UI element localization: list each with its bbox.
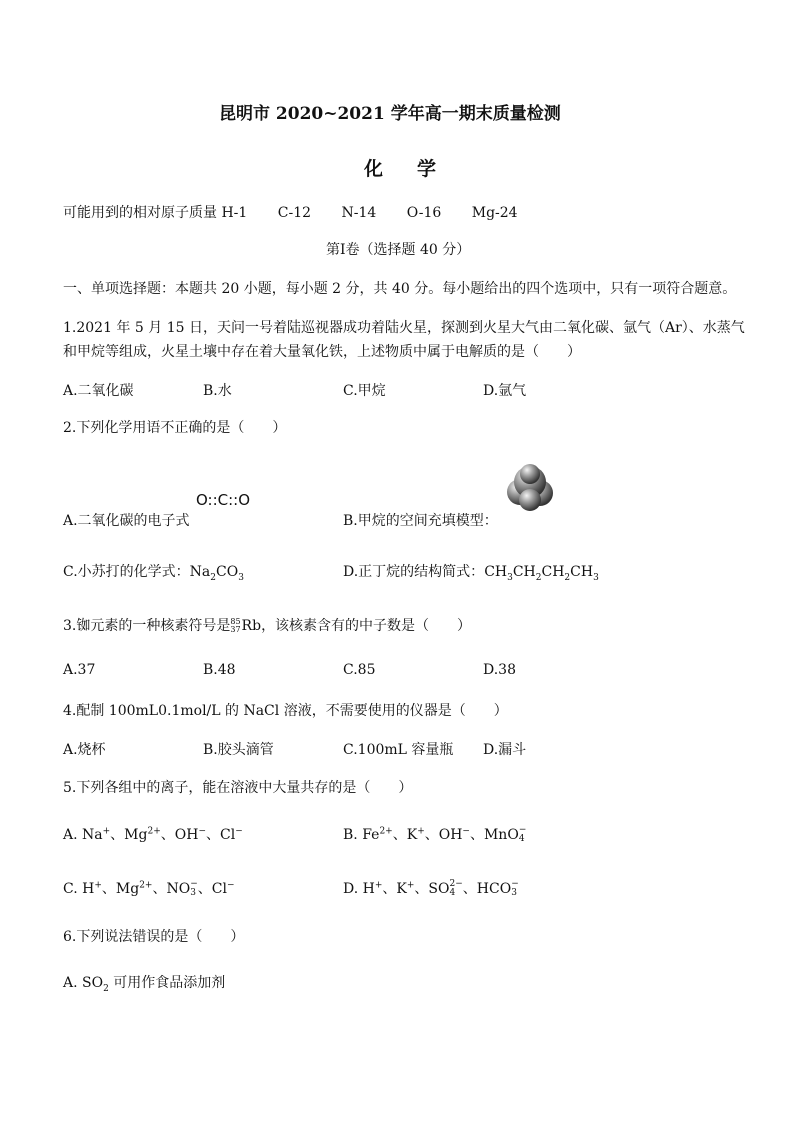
- co2-electron-formula-text: O::C::O: [196, 491, 251, 509]
- subject-title: [364, 154, 438, 181]
- methane-space-filling-model: [500, 462, 560, 516]
- q2-option-c-text: C.小苏打的化学式：: [63, 564, 190, 580]
- q3-option-c[interactable]: C.85: [343, 662, 376, 678]
- q1-option-d[interactable]: D.氩气: [483, 383, 527, 399]
- atomic-mass-label: 可能用到的相对原子质量: [63, 205, 217, 221]
- q3-stem: 3.铷元素的一种核素符号是 85 37 Rb，该核素含有的中子数是（ ）: [63, 617, 472, 634]
- q2-stem: 2.下列化学用语不正确的是（ ）: [63, 420, 287, 436]
- atomic-mass-line: [63, 202, 518, 222]
- subject-char-1: 化: [364, 158, 386, 180]
- q4-option-c[interactable]: C.100mL 容量瓶: [343, 742, 454, 758]
- q6-stem: 6.下列说法错误的是（ ）: [63, 929, 245, 945]
- q4-stem: 4.配制 100mL0.1mol/L 的 NaCl 溶液，不需要使用的仪器是（ ）: [63, 703, 508, 719]
- q2-option-b[interactable]: [343, 510, 498, 530]
- subject-char-2: 学: [417, 158, 439, 180]
- q2-option-d[interactable]: [343, 561, 599, 581]
- q5-option-c[interactable]: C. H+、$Mg^{2+}$、NO − 3 、Cl−: [63, 879, 235, 898]
- q1-option-b[interactable]: B.水: [203, 383, 232, 399]
- section-title: 第Ⅰ卷（选择题 40 分）: [326, 242, 471, 258]
- baking-soda-formula: $Na_2CO_3$: [189, 564, 244, 583]
- q3-option-b[interactable]: B.48: [203, 662, 236, 678]
- q2-option-a-text: A.二氧化碳的电子式: [63, 513, 190, 529]
- atomic-mass-o: O-16: [406, 205, 442, 221]
- nuclide-symbol: Rb: [241, 618, 262, 634]
- q3-option-d[interactable]: D.38: [483, 662, 516, 678]
- atomic-mass-mg: Mg-24: [471, 205, 518, 221]
- q3-option-a[interactable]: A.37: [63, 662, 96, 678]
- q4-option-b[interactable]: B.胶头滴管: [203, 742, 274, 758]
- atomic-mass-c: C-12: [277, 205, 312, 221]
- q1-stem-line2: 和甲烷等组成，火星土壤中存在着大量氧化铁，上述物质中属于电解质的是（ ）: [63, 344, 581, 360]
- part-one-instructions: 一、单项选择题：本题共 20 小题，每小题 2 分，共 40 分。每小题给出的四个选项中，只有一项符合题意。: [63, 281, 737, 297]
- q2-option-c[interactable]: [63, 561, 244, 581]
- page-title: 昆明市 2020~2021 学年高一期末质量检测: [219, 104, 561, 124]
- atomic-mass-h: H-1: [221, 205, 248, 221]
- q5-stem: 5.下列各组中的离子，能在溶液中大量共存的是（ ）: [63, 780, 413, 796]
- q6-option-a[interactable]: A. $SO_2$ 可用作食品添加剂: [63, 975, 226, 994]
- q1-option-a[interactable]: A.二氧化碳: [63, 383, 134, 399]
- q5-option-b[interactable]: B. $Fe^{2+}$、K+、OH−、MnO − 4: [343, 825, 527, 844]
- q2-option-d-text: D.正丁烷的结构简式：: [343, 564, 485, 580]
- q2-option-a[interactable]: [63, 510, 190, 530]
- q4-option-a[interactable]: A.烧杯: [63, 742, 106, 758]
- butane-formula: $CH_3CH_2CH_2CH_3$: [484, 564, 599, 583]
- q2-option-b-text: B.甲烷的空间充填模型：: [343, 513, 498, 529]
- q1-stem-line1: 1.2021 年 5 月 15 日，天问一号着陆巡视器成功着陆火星，探测到火星大气由二氧化碳、氩气（Ar）、水蒸气: [63, 320, 745, 336]
- co2-electron-formula: [196, 491, 250, 509]
- nuclide-numbers: 85 37: [230, 617, 241, 634]
- q5-option-a[interactable]: A. Na+、$Mg^{2+}$、OH−、Cl−: [63, 826, 243, 843]
- q1-option-c[interactable]: C.甲烷: [343, 383, 386, 399]
- q5-option-d[interactable]: D. H+、K+、SO 2− 4 、HCO − 3: [343, 879, 519, 898]
- atomic-mass-n: N-14: [341, 205, 377, 221]
- q4-option-d[interactable]: D.漏斗: [483, 742, 527, 758]
